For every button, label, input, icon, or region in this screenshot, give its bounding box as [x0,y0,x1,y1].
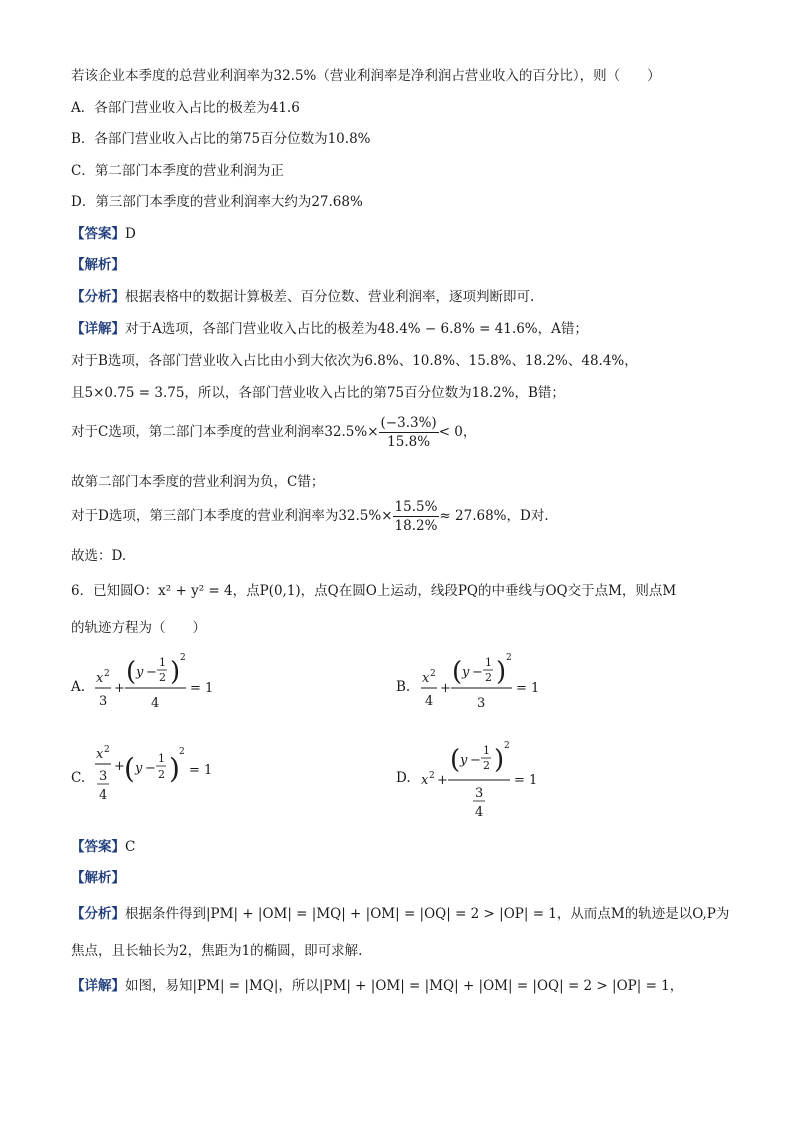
q5-detail-line-6: 对于D选项，第三部门本季度的营业利润率为32.5%× $\frac{15.5\%}{18.2\%}$ ≈ 27.68%，D对. [71,499,549,534]
svg-text:1: 1 [159,656,166,669]
q6-stem-line-2: 的轨迹方程为（ ） [71,620,206,636]
q6-option-c-formula [92,744,222,828]
svg-text:4: 4 [99,788,108,803]
svg-text:2: 2 [104,669,110,679]
q6-fenxi-line-1: 【分析】根据条件得到|PM| + |OM| = |MQ| + |OM| = |OQ| = 2 > |OP| = 1，从而点M的轨迹是以O,P为 [71,906,730,922]
svg-text:= 1: = 1 [189,763,213,778]
svg-text:2: 2 [179,747,185,757]
q5-option-d: D．第三部门本季度的营业利润率大约为27.68% [71,194,363,210]
svg-text:x: x [96,747,104,762]
q6-option-b-formula [418,652,548,726]
svg-text:+: + [114,759,125,774]
svg-text:): ) [496,657,507,687]
svg-text:y: y [462,665,470,680]
svg-text:(: ( [126,657,137,687]
q5-detail-line-2: 对于B选项，各部门营业收入占比由小到大依次为6.8%、10.8%、15.8%、18.2%、48.4%， [71,353,638,369]
svg-text:−: − [472,665,483,680]
q5-analysis-tag: 【解析】 [71,257,125,273]
svg-text:y: y [460,753,468,768]
svg-text:4: 4 [151,696,160,711]
svg-text:x: x [96,671,104,686]
q6-option-d-formula [418,736,548,830]
q6-option-a-formula [92,652,222,726]
svg-text:2: 2 [506,653,512,663]
svg-text:4: 4 [425,694,434,709]
q5-detail-line-1: 【详解】对于A选项，各部门营业收入占比的极差为48.4% − 6.8% = 41.6%，A错； [71,321,588,337]
q5-stem: 若该企业本季度的总营业利润率为32.5%（营业利润率是净利润占营业收入的百分比），则（ ） [71,68,661,84]
svg-text:y: y [135,761,143,776]
answer-tag: 【答案】 [71,226,125,242]
svg-text:): ) [170,657,181,687]
svg-text:y: y [136,665,144,680]
svg-text:(: ( [452,657,463,687]
q6-answer-line: 【答案】C [71,839,136,855]
ellipse-equation-a [92,652,222,722]
q6-analysis-tag: 【解析】 [71,870,125,886]
q5-option-a: A．各部门营业收入占比的极差为41.6 [71,100,300,116]
svg-text:2: 2 [159,671,166,684]
fraction: $\frac{15.5\%}{18.2\%}$ [394,499,438,534]
svg-text:2: 2 [429,771,435,781]
svg-text:−: − [146,665,157,680]
svg-text:1: 1 [158,752,165,765]
q5-option-c: C．第二部门本季度的营业利润为正 [71,163,284,179]
q5-conclusion: 故选：D. [71,548,127,564]
answer-value: D [125,226,136,242]
svg-text:+: + [437,773,448,788]
svg-text:3: 3 [475,786,484,801]
fraction: $\frac{(-3.3\%)}{15.8\%}$ [380,415,437,450]
q6-option-b-label: B. [396,679,411,695]
svg-text:= 1: = 1 [516,681,540,696]
svg-text:+: + [114,681,125,696]
q5-option-b: B．各部门营业收入占比的第75百分位数为10.8% [71,131,371,147]
svg-text:2: 2 [104,745,110,755]
svg-text:−: − [145,761,156,776]
q5-detail-line-3: 且5×0.75 = 3.75，所以，各部门营业收入占比的第75百分位数为18.2%，B错； [71,385,565,401]
svg-text:1: 1 [485,656,492,669]
svg-text:(: ( [450,745,461,775]
svg-text:1: 1 [483,744,490,757]
svg-text:(: ( [124,752,135,785]
svg-text:): ) [494,745,505,775]
svg-text:3: 3 [99,694,108,709]
svg-text:−: − [470,753,481,768]
ellipse-equation-d [418,736,548,826]
ellipse-equation-b [418,652,548,722]
q6-option-d-label: D. [396,770,411,786]
svg-text:+: + [440,681,451,696]
svg-text:x: x [421,773,429,788]
q5-fenxi-line: 【分析】根据表格中的数据计算极差、百分位数、营业利润率，逐项判断即可. [71,289,535,305]
q5-detail-line-4: 对于C选项，第二部门本季度的营业利润率32.5%× $\frac{(-3.3\%)}{15.8\%}$ < 0， [71,415,477,450]
svg-text:4: 4 [475,805,484,820]
svg-text:2: 2 [430,669,436,679]
q6-option-c-label: C. [71,770,86,786]
svg-text:x: x [422,671,430,686]
q5-detail-line-5: 故第二部门本季度的营业利润为负，C错； [71,474,325,490]
q6-stem-line-1: 6．已知圆O：x² + y² = 4，点P(0,1)，点Q在圆O上运动，线段PQ的中垂线与OQ交于点M，则点M [71,583,677,599]
q6-detail-line-1: 【详解】如图，易知|PM| = |MQ|，所以|PM| + |OM| = |MQ| + |OM| = |OQ| = 2 > |OP| = 1， [71,978,684,994]
svg-text:): ) [169,752,180,785]
svg-text:2: 2 [504,741,510,751]
svg-text:= 1: = 1 [190,681,214,696]
svg-text:3: 3 [477,696,486,711]
ellipse-equation-c [92,744,222,824]
svg-text:2: 2 [158,768,165,781]
svg-text:3: 3 [99,769,108,784]
q6-option-a-label: A. [71,679,86,695]
q5-answer-line [71,225,136,243]
svg-text:2: 2 [180,653,186,663]
q6-fenxi-line-2: 焦点，且长轴长为2，焦距为1的椭圆，即可求解. [71,943,363,959]
svg-text:2: 2 [485,671,492,684]
svg-text:= 1: = 1 [514,773,538,788]
svg-text:2: 2 [483,759,490,772]
